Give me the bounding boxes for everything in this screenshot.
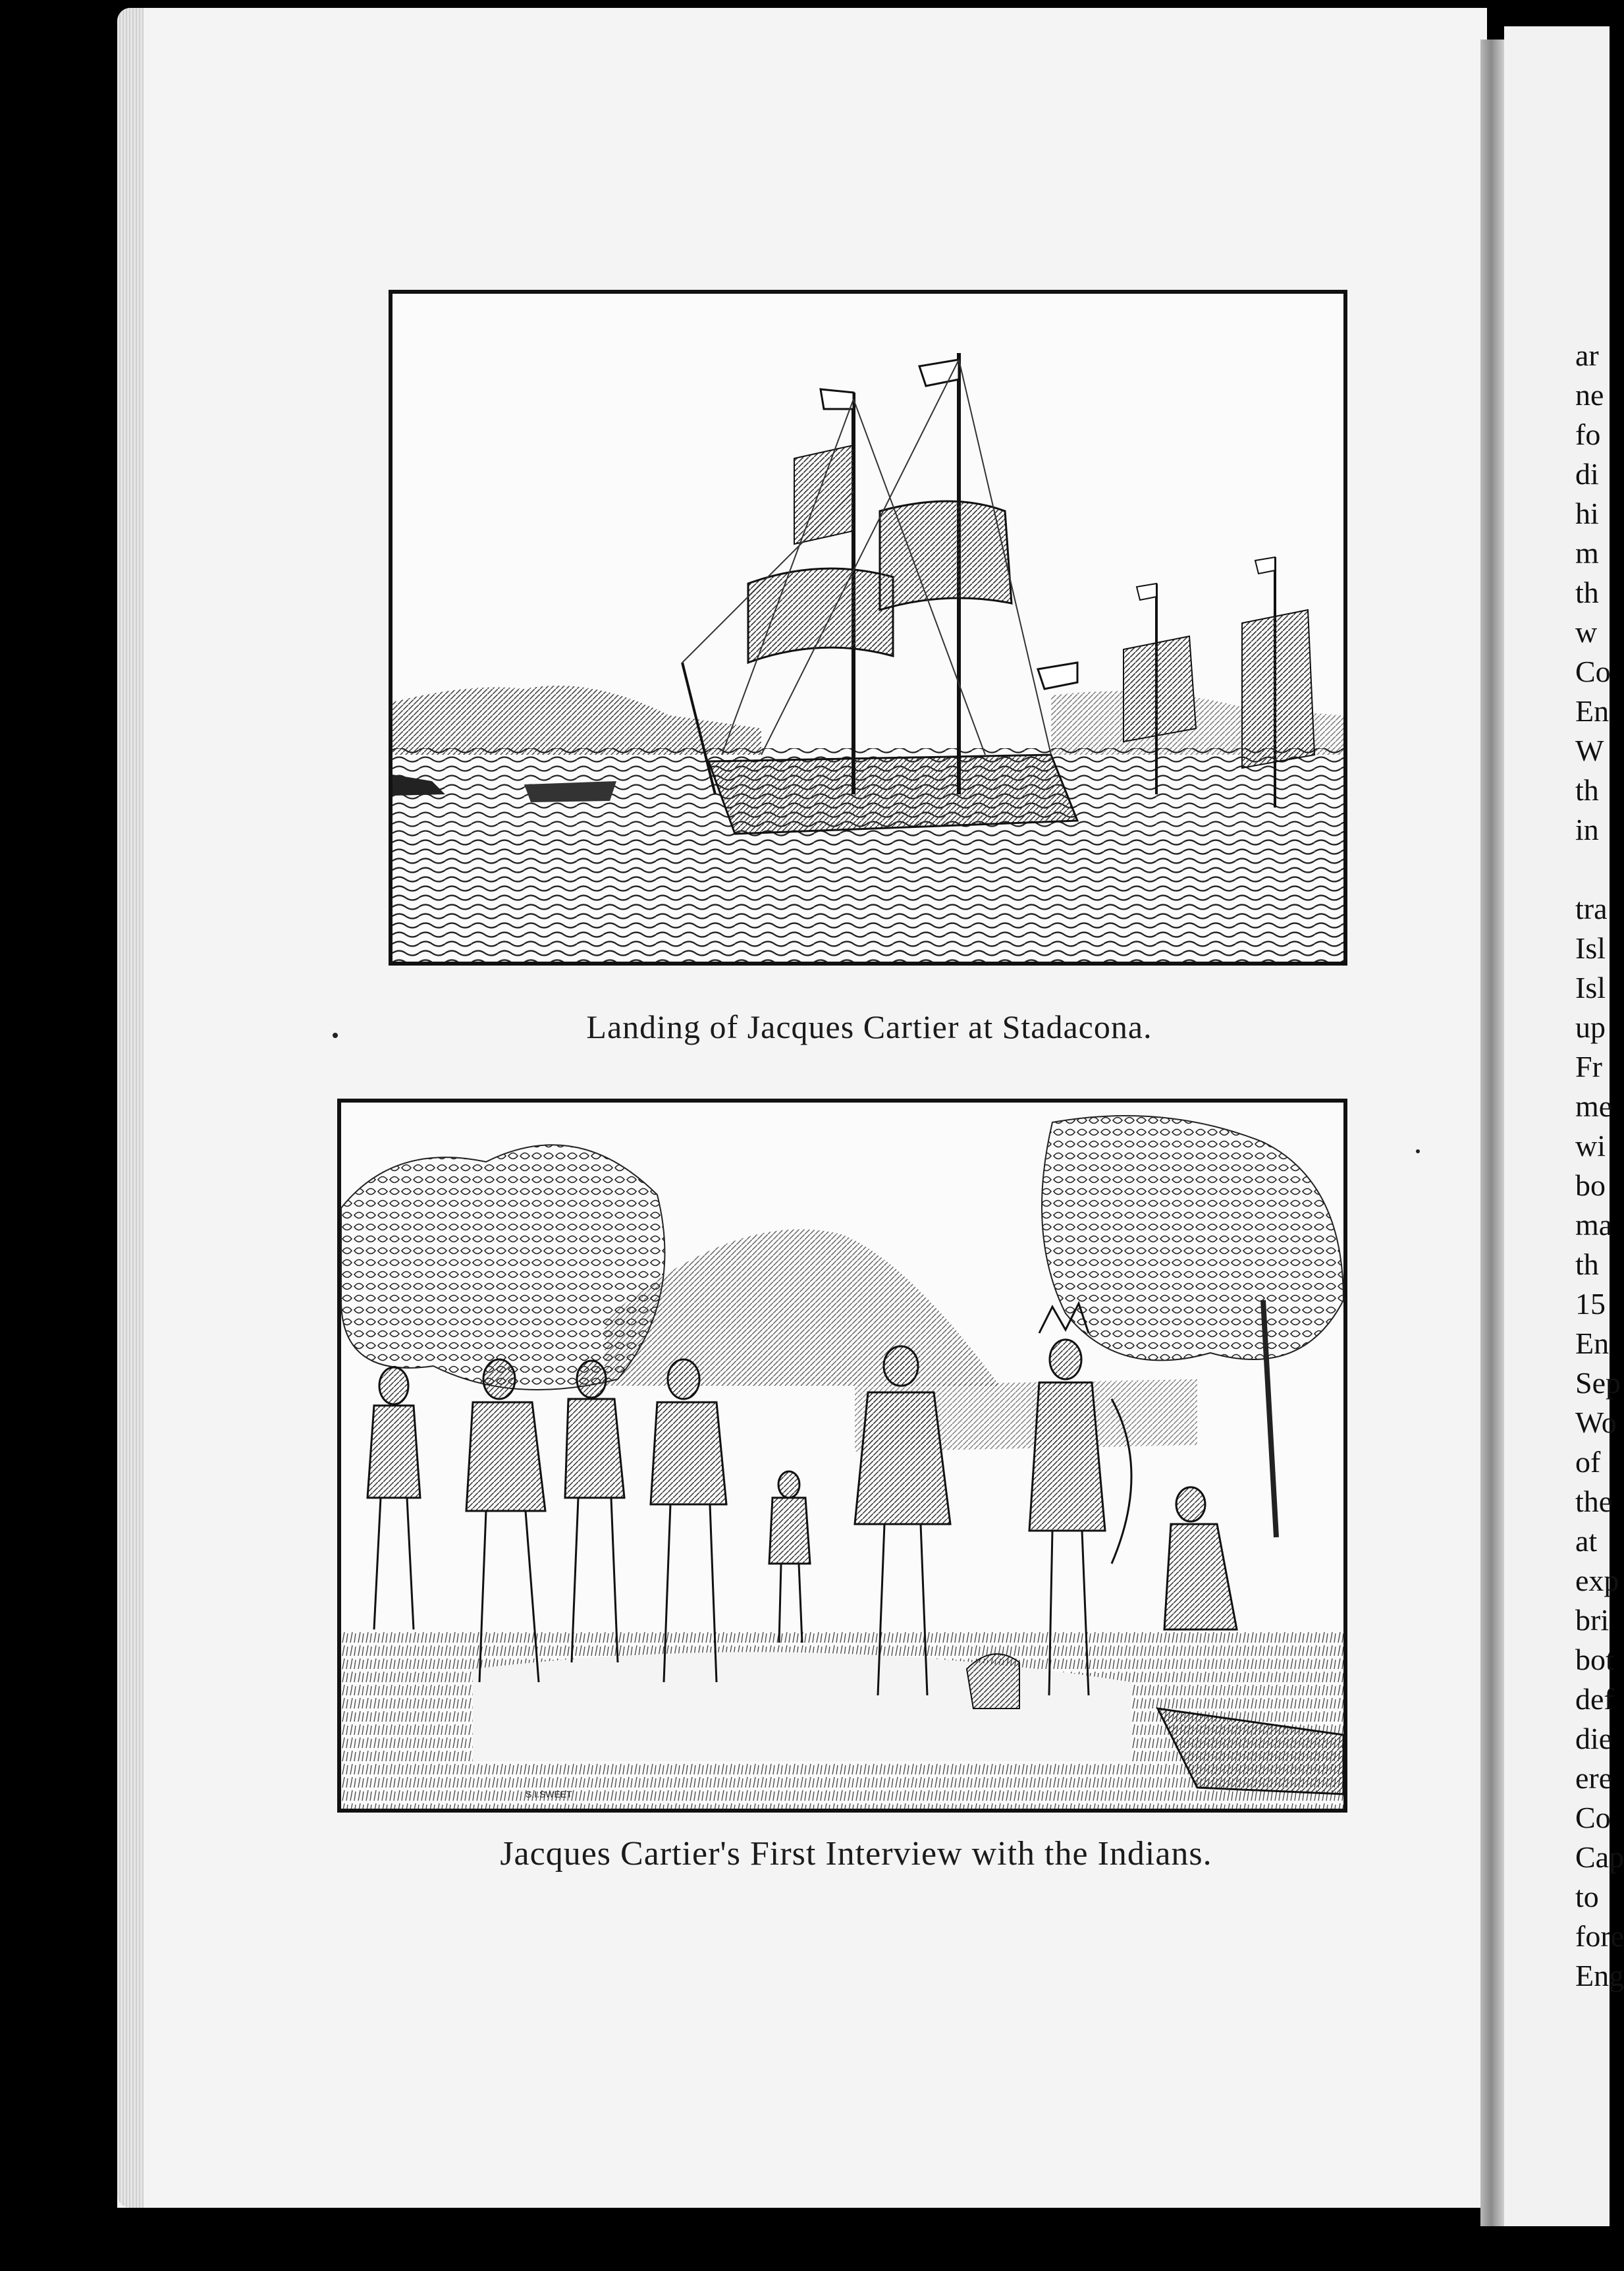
facing-page-line: bri: [1575, 1603, 1610, 1637]
facing-page-line: Co: [1575, 655, 1611, 688]
facing-page-line: me: [1575, 1089, 1613, 1123]
facing-page-line: ne: [1575, 378, 1604, 412]
facing-page-line: of: [1575, 1445, 1601, 1479]
facing-page-line: th: [1575, 576, 1599, 609]
facing-page-line: at: [1575, 1524, 1598, 1558]
facing-page-line: th: [1575, 773, 1599, 807]
facing-page-line: the: [1575, 1485, 1613, 1518]
facing-page-line: fore: [1575, 1919, 1624, 1953]
facing-page-line: Isl: [1575, 971, 1606, 1004]
facing-page-line: hi: [1575, 497, 1599, 530]
facing-page-line: En: [1575, 1327, 1610, 1360]
interview-engraving: [341, 1103, 1343, 1809]
facing-page-line: to: [1575, 1880, 1599, 1913]
caption-landing: Landing of Jacques Cartier at Stadacona.: [586, 1008, 1152, 1045]
facing-page-line: th: [1575, 1247, 1599, 1281]
facing-page-line: [1575, 850, 1610, 889]
facing-page-line: Wo: [1575, 1406, 1617, 1439]
engraver-signature: S.I.SWEET: [526, 1789, 572, 1799]
ships-engraving: [392, 294, 1343, 962]
facing-page-line: bo: [1575, 1168, 1606, 1202]
illustration-ships: [389, 290, 1347, 966]
facing-page-line: En: [1575, 694, 1610, 728]
facing-page-line: 15: [1575, 1287, 1606, 1321]
page-speck: [333, 1033, 338, 1038]
facing-page-line: Eng: [1575, 1959, 1624, 1992]
facing-page-line: die: [1575, 1722, 1613, 1755]
facing-page-line: ma: [1575, 1208, 1613, 1242]
page-speck: [1416, 1149, 1420, 1153]
facing-page-line: Fr: [1575, 1050, 1602, 1083]
facing-page-line: fo: [1575, 418, 1601, 451]
facing-page-line: bot: [1575, 1643, 1614, 1676]
facing-page-line: di: [1575, 457, 1599, 491]
page-edges: [117, 8, 144, 2208]
facing-page-line: tra: [1575, 892, 1608, 925]
facing-page-line: in: [1575, 813, 1599, 846]
illustration-interview: [337, 1099, 1347, 1813]
facing-page-line: Cap: [1575, 1840, 1624, 1874]
facing-page-line: w: [1575, 615, 1598, 649]
facing-page-line: W: [1575, 734, 1604, 767]
book-gutter: [1480, 40, 1504, 2226]
facing-page-line: ere: [1575, 1761, 1613, 1795]
facing-page-line: Isl: [1575, 931, 1606, 965]
facing-page-line: Co: [1575, 1801, 1611, 1834]
facing-page-line: Sep: [1575, 1366, 1621, 1400]
facing-page-line: up: [1575, 1010, 1606, 1044]
caption-interview: Jacques Cartier's First Interview with the Indians.: [500, 1835, 1212, 1873]
facing-page-line: exp: [1575, 1564, 1619, 1597]
facing-page-line: m: [1575, 536, 1599, 570]
facing-page-line: ar: [1575, 339, 1599, 372]
facing-page-line: wi: [1575, 1129, 1606, 1163]
facing-page-line: def: [1575, 1682, 1614, 1716]
facing-page-text: [1575, 336, 1624, 1996]
